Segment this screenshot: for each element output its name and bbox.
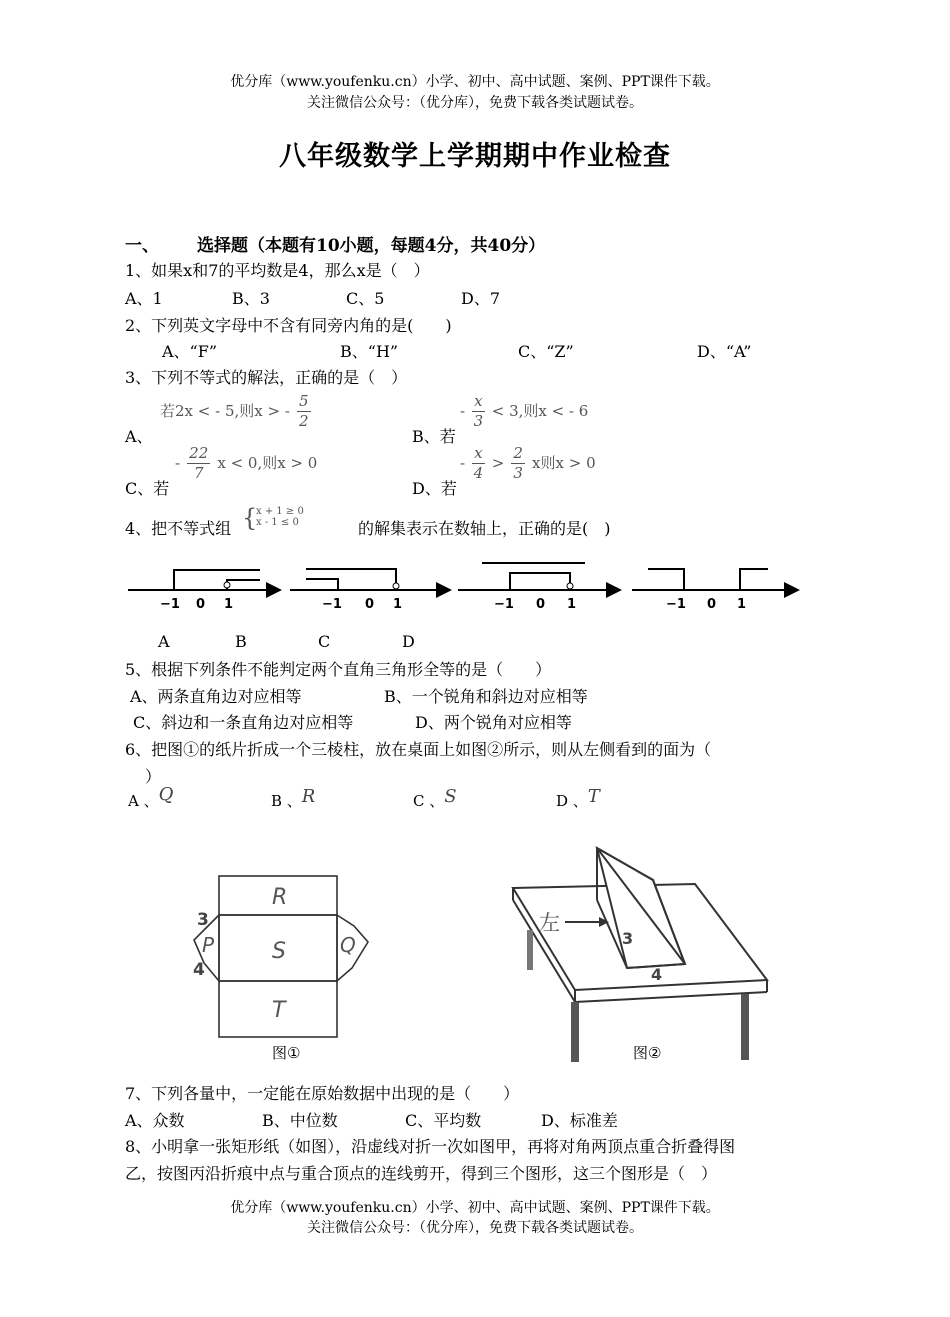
q3-stem: 3、下列不等式的解法，正确的是（ ） xyxy=(125,368,408,387)
q4-option-b[interactable]: B xyxy=(235,632,247,651)
q6-option-c[interactable]: C 、S xyxy=(413,786,457,810)
number-line-b xyxy=(290,569,450,612)
q5-option-c[interactable]: C、斜边和一条直角边对应相等 xyxy=(133,713,354,732)
figure-2-table xyxy=(505,840,775,1070)
q5-option-b[interactable]: B、一个锐角和斜边对应相等 xyxy=(384,687,588,706)
q1-option-a[interactable]: A、1 xyxy=(125,289,163,308)
q1-option-c[interactable]: C、5 xyxy=(346,289,385,308)
number-line-a xyxy=(128,570,280,612)
figure-1-caption: 图① xyxy=(272,1044,301,1062)
tick-label: −1 xyxy=(666,597,686,612)
q7-option-b[interactable]: B、中位数 xyxy=(262,1111,338,1130)
q2-stem: 2、下列英文字母中不含有同旁内角的是( ) xyxy=(125,316,452,335)
figure-1-net xyxy=(188,868,378,1063)
tick-label: 0 xyxy=(365,597,375,612)
edge-label-4: 4 xyxy=(651,965,663,984)
tick-label: 1 xyxy=(567,597,577,612)
figure-2-caption: 图② xyxy=(633,1044,662,1062)
tick-label: 1 xyxy=(224,597,234,612)
q5-stem: 5、根据下列条件不能判定两个直角三角形全等的是（ ） xyxy=(125,660,552,679)
q4-inequality-system: { x + 1 ≥ 0 x - 1 ≤ 0 xyxy=(242,504,304,532)
tick-label: 0 xyxy=(196,597,206,612)
q3-option-b-expression[interactable]: - $\frac{x}{3}$ < 3,则x < - 6 xyxy=(460,392,589,430)
tick-label: 0 xyxy=(536,597,546,612)
tick-label: −1 xyxy=(322,597,342,612)
q2-option-c[interactable]: C、“Z” xyxy=(518,342,574,361)
q3-d-fraction-1: $\frac{x}{4}$ xyxy=(473,444,484,482)
q4-number-lines xyxy=(120,555,810,615)
arrow-label-left: 左 xyxy=(539,911,560,935)
q1-option-b[interactable]: B、3 xyxy=(232,289,270,308)
face-label-r: R xyxy=(272,885,288,910)
footer-line-1: 优分库（www.youfenku.cn）小学、初中、高中试题、案例、PPT课件下载。 xyxy=(230,1200,720,1216)
edge-label-3: 3 xyxy=(622,929,634,948)
q8-stem-line-2: 乙，按图丙沿折痕中点与重合顶点的连线剪开，得到三个图形，这三个图形是（ ） xyxy=(125,1164,718,1183)
q8-stem-line-1: 8、小明拿一张矩形纸（如图），沿虚线对折一次如图甲，再将对角两顶点重合折叠得图 xyxy=(125,1137,736,1156)
q4-option-c[interactable]: C xyxy=(318,632,331,651)
q3-d-fraction-2: $\frac{2}{3}$ xyxy=(513,444,523,482)
q3-option-a-label[interactable]: A、 xyxy=(125,427,153,446)
q1-option-d[interactable]: D、7 xyxy=(461,289,501,308)
edge-label-4: 4 xyxy=(193,960,205,980)
q4-stem-pre: 4、把不等式组 xyxy=(125,519,232,538)
tick-label: 0 xyxy=(707,597,717,612)
q2-option-b[interactable]: B、“H” xyxy=(340,342,399,361)
q3-b-fraction: $\frac{x}{3}$ xyxy=(473,392,484,430)
q3-option-c-label[interactable]: C、若 xyxy=(125,479,170,498)
number-line-c xyxy=(458,563,620,612)
face-label-t: T xyxy=(272,998,286,1023)
q6-stem-line-2: ） xyxy=(145,767,162,786)
number-line-d xyxy=(632,569,798,612)
section-number: 一、 xyxy=(125,236,159,256)
q6-stem-line-1: 6、把图①的纸片折成一个三棱柱，放在桌面上如图②所示，则从左侧看到的面为（ xyxy=(125,740,712,759)
header-line-2: 关注微信公众号：（优分库），免费下载各类试题试卷。 xyxy=(307,95,643,111)
tick-label: 1 xyxy=(737,597,747,612)
q6-option-b[interactable]: B 、R xyxy=(271,786,316,810)
tick-label: −1 xyxy=(494,597,514,612)
q1-stem: 1、如果x和7的平均数是4，那么x是（ ） xyxy=(125,261,430,280)
q3-option-d-label[interactable]: D、若 xyxy=(412,479,457,498)
q2-option-d[interactable]: D、“A” xyxy=(697,342,752,361)
q6-option-d[interactable]: D 、T xyxy=(556,786,600,810)
q7-option-a[interactable]: A、众数 xyxy=(125,1111,185,1130)
page-title: 八年级数学上学期期中作业检查 xyxy=(279,141,671,172)
face-label-q: Q xyxy=(340,933,356,957)
section-heading: 选择题（本题有10小题，每题4分，共40分） xyxy=(197,236,546,256)
q7-option-d[interactable]: D、标准差 xyxy=(541,1111,618,1130)
q5-option-a[interactable]: A、两条直角边对应相等 xyxy=(130,687,302,706)
q7-option-c[interactable]: C、平均数 xyxy=(405,1111,482,1130)
header-line-1: 优分库（www.youfenku.cn）小学、初中、高中试题、案例、PPT课件下载。 xyxy=(230,74,720,90)
q5-option-d[interactable]: D、两个锐角对应相等 xyxy=(415,713,572,732)
q4-stem-post: 的解集表示在数轴上，正确的是( ) xyxy=(358,519,611,538)
footer-line-2: 关注微信公众号：（优分库），免费下载各类试题试卷。 xyxy=(307,1220,643,1236)
q3-a-pre: 若2x < - 5,则x > - xyxy=(160,402,290,420)
tick-label: −1 xyxy=(160,597,180,612)
q3-option-a-expression[interactable] xyxy=(160,392,313,431)
face-label-s: S xyxy=(272,939,286,964)
face-label-p: P xyxy=(202,933,215,957)
q7-stem: 7、下列各量中，一定能在原始数据中出现的是（ ） xyxy=(125,1084,520,1103)
q3-option-b-label[interactable]: B、若 xyxy=(412,427,456,446)
q6-option-a[interactable]: A 、Q xyxy=(128,784,174,810)
q3-option-c-expression[interactable]: - $\frac{22}{7}$ x < 0,则x > 0 xyxy=(175,444,318,482)
q4-option-d[interactable]: D xyxy=(402,632,415,651)
q4-option-a[interactable]: A xyxy=(158,632,170,651)
q3-c-fraction: $\frac{22}{7}$ xyxy=(189,444,209,482)
q2-option-a[interactable]: A、“F” xyxy=(162,342,218,361)
q3-option-d-expression[interactable]: - $\frac{x}{4}$ > $\frac{2}{3}$ x则x > 0 xyxy=(460,444,596,482)
edge-label-3: 3 xyxy=(197,910,209,930)
q3-a-fraction: $\frac{5}{2}$ xyxy=(298,392,309,430)
tick-label: 1 xyxy=(393,597,403,612)
